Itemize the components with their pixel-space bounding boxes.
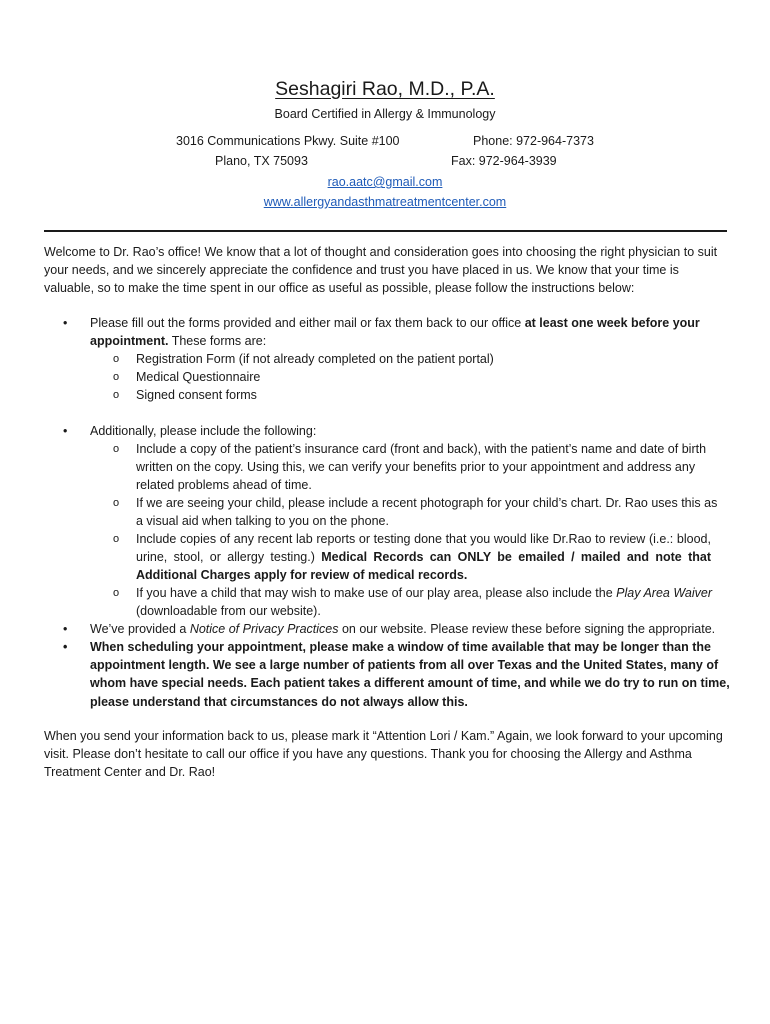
sub-bullet-icon: o [113, 443, 120, 455]
bullet-scheduling-text: When scheduling your appointment, please make a window of time available that may be longer than the appointment length. We see a large number of patients from all over Texas and the United States, many of whom have special needs. Each patient takes a different amount of time, and while we do try to run on time, please understand that circumstances do not always allow this. [90, 640, 730, 709]
address-line-1: 3016 Communications Pkwy. Suite #100 [176, 134, 400, 148]
include-item-photo [113, 494, 726, 530]
bullet-forms-bold: at least one week before your appointment. [90, 316, 700, 349]
include-item-text: If we are seeing your child, please include a recent photograph for your child’s chart. Dr. Rao uses this as a visual aid when talking to you on the phone. [136, 496, 718, 529]
bullet-icon: • [63, 640, 68, 654]
sub-bullet-icon: o [113, 353, 120, 365]
closing-text: When you send your information back to us, please mark it “Attention Lori / Kam.” Again, we look forward to your upcoming visit. Please don’t hesitate to call our office if you have any questions. Thank you for choosing the Allergy and Asthma Treatment Center and Dr. Rao! [44, 729, 723, 780]
include-item-text: Include copies of any recent lab reports or testing done that you would like Dr.Rao to review (i.e.: blood, urine, stool, or allergy testing.) [136, 532, 711, 565]
include-item-labs [113, 530, 711, 585]
form-item-text: Registration Form (if not already completed on the patient portal) [136, 352, 494, 366]
include-item-insurance [113, 440, 726, 495]
bullet-privacy-text-2: on our website. Please review these before signing the appropriate. [338, 622, 716, 636]
fax-number: Fax: 972-964-3939 [451, 154, 557, 168]
bullet-icon: • [63, 424, 68, 438]
practice-subtitle: Board Certified in Allergy & Immunology [274, 107, 496, 121]
bullet-privacy [63, 620, 750, 638]
header-divider [44, 230, 727, 232]
include-item-text: If you have a child that may wish to make use of our play area, please also include the [136, 586, 617, 600]
bullet-icon: • [63, 622, 68, 636]
sub-bullet-icon: o [113, 371, 120, 383]
form-item [113, 350, 494, 368]
bullet-forms-text: Please fill out the forms provided and either mail or fax them back to our office [90, 316, 525, 330]
intro-text: Welcome to Dr. Rao’s office! We know that a lot of thought and consideration goes into choosing the right physician to suit your needs, and we sincerely appreciate the confidence and trust you have placed in us. We know that your time is valuable, so to make the time spent in our office as useful as possible, please follow the instructions below: [44, 245, 718, 296]
include-item-text-2: (downloadable from our website). [136, 604, 321, 619]
bullet-additional-text: Additionally, please include the following: [90, 424, 317, 438]
include-item-bold: Medical Records can ONLY be emailed / mailed and note that Additional Charges apply for review of medical records. [136, 550, 711, 583]
play-area-waiver: Play Area Waiver [616, 586, 713, 600]
bullet-additional [63, 422, 750, 440]
address-line-2: Plano, TX 75093 [215, 154, 308, 168]
form-item [113, 368, 261, 386]
form-item-text: Signed consent forms [136, 388, 257, 402]
practice-name: Seshagiri Rao, M.D., P.A. [275, 78, 495, 100]
sub-bullet-icon: o [113, 533, 120, 545]
include-item-play-area [113, 584, 726, 620]
bullet-forms-text-2: These forms are: [168, 334, 267, 349]
include-item-text: Include a copy of the patient’s insurance card (front and back), with the patient’s name and date of birth written on the copy. Using this, we can verify your benefits prior to your appointment and address any related problems ahead of time. [136, 442, 707, 493]
bullet-scheduling [63, 638, 730, 711]
intro-paragraph [44, 243, 727, 298]
closing-paragraph [44, 727, 727, 782]
sub-bullet-icon: o [113, 587, 120, 599]
sub-bullet-icon: o [113, 497, 120, 509]
bullet-icon: • [63, 316, 68, 330]
email-link[interactable]: rao.aatc@gmail.com [327, 175, 443, 189]
form-item-text: Medical Questionnaire [136, 370, 261, 384]
website-link[interactable]: www.allergyandasthmatreatmentcenter.com [263, 195, 507, 209]
bullet-privacy-text: We’ve provided a [90, 622, 190, 636]
privacy-notice-title: Notice of Privacy Practices [189, 622, 339, 636]
sub-bullet-icon: o [113, 389, 120, 401]
bullet-forms [63, 314, 750, 350]
phone-number: Phone: 972-964-7373 [473, 134, 594, 148]
form-item [113, 386, 257, 404]
